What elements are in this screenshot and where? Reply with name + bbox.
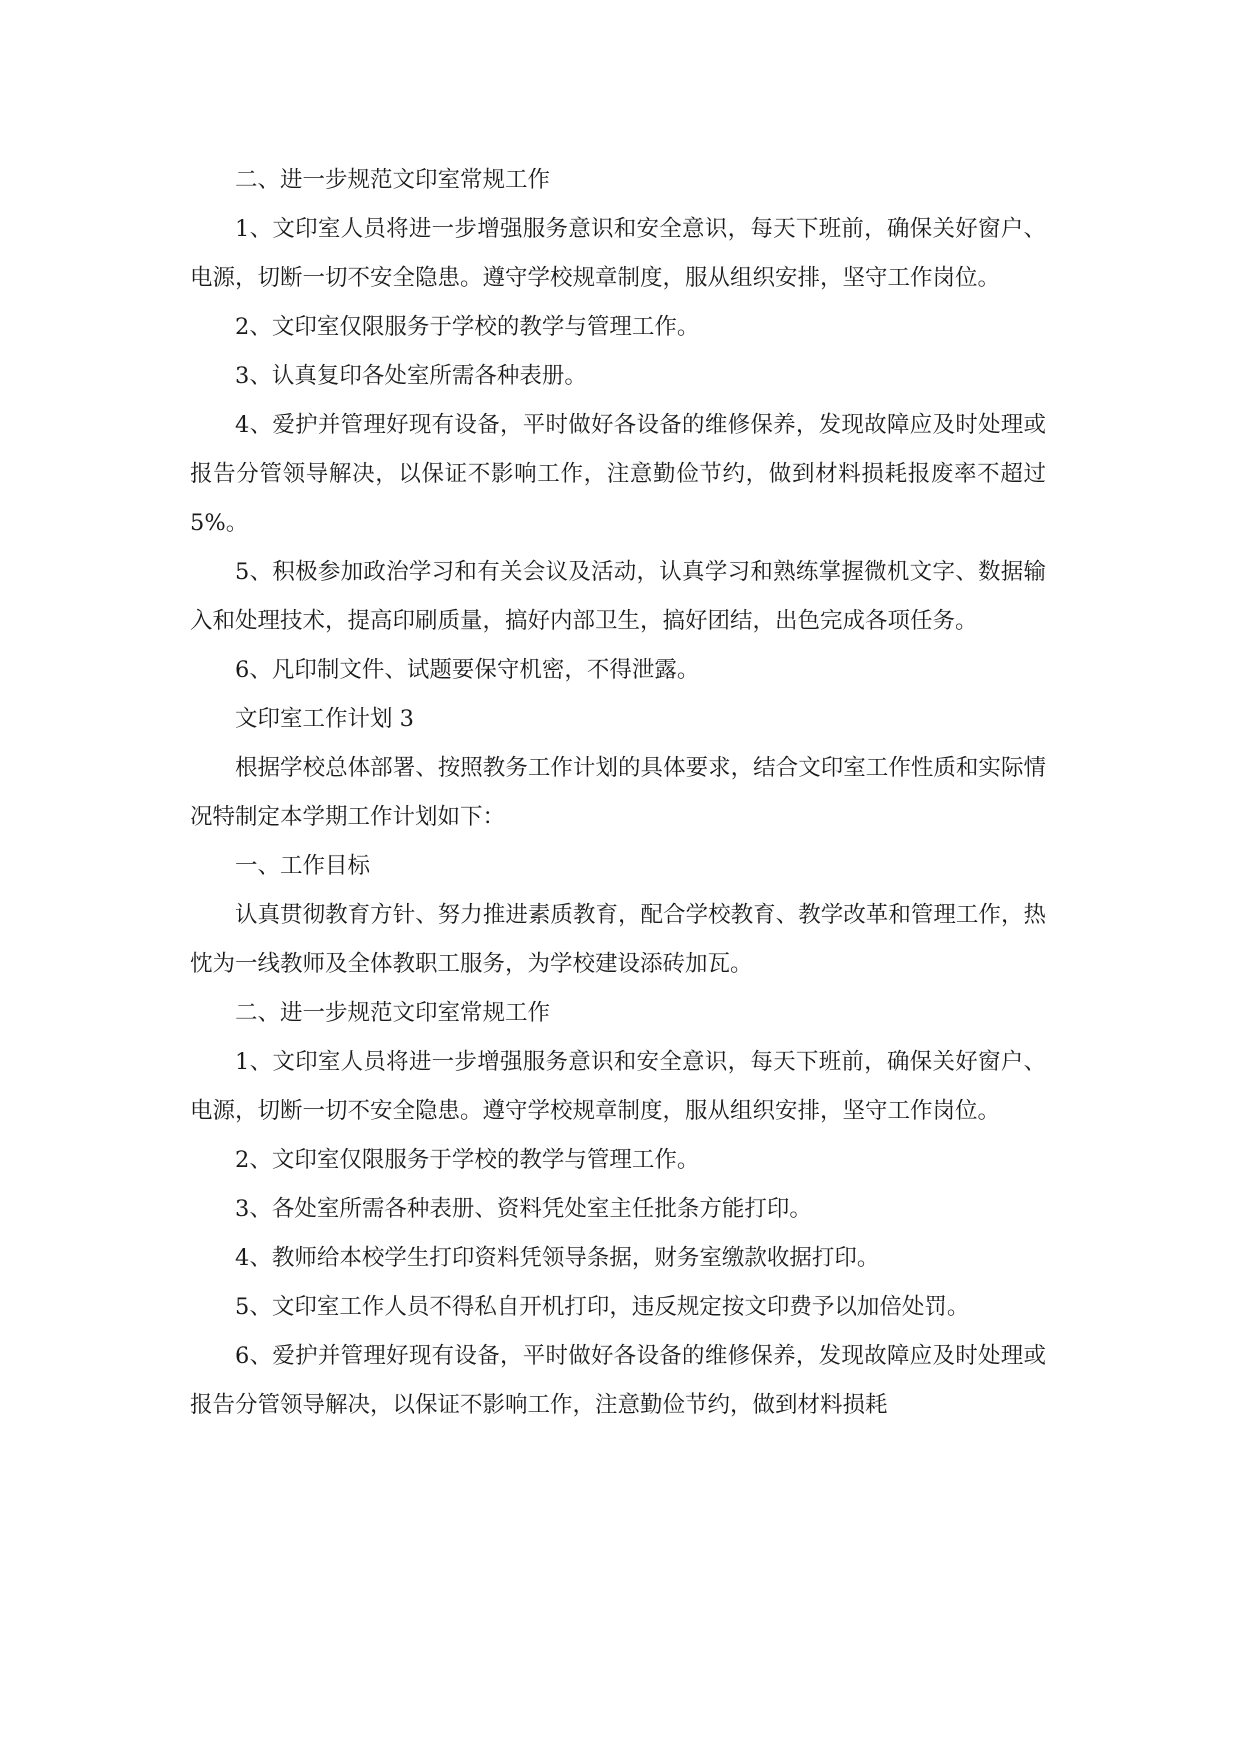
paragraph: 6、凡印制文件、试题要保守机密，不得泄露。 <box>235 657 700 683</box>
paragraph: 4、教师给本校学生打印资料凭领导条据，财务室缴款收据打印。 <box>235 1245 880 1271</box>
paragraph: 5、积极参加政治学习和有关会议及活动，认真学习和熟练掌握微机文字、数据输入和处理技术，提高印刷质量，搞好内部卫生，搞好团结，出色完成各项任务。 <box>190 559 1046 634</box>
paragraph: 2、文印室仅限服务于学校的教学与管理工作。 <box>235 1147 700 1173</box>
paragraph: 5、文印室工作人员不得私自开机打印，违反规定按文印费予以加倍处罚。 <box>235 1294 970 1320</box>
paragraph: 2、文印室仅限服务于学校的教学与管理工作。 <box>235 314 700 340</box>
paragraph: 1、文印室人员将进一步增强服务意识和安全意识，每天下班前，确保关好窗户、电源，切断一切不安全隐患。遵守学校规章制度，服从组织安排，坚守工作岗位。 <box>190 1049 1046 1124</box>
section-heading: 一、工作目标 <box>235 853 371 879</box>
paragraph: 3、各处室所需各种表册、资料凭处室主任批条方能打印。 <box>235 1196 812 1222</box>
document-title: 文印室工作计划 3 <box>235 706 414 732</box>
paragraph: 根据学校总体部署、按照教务工作计划的具体要求，结合文印室工作性质和实际情况特制定本学期工作计划如下： <box>190 755 1046 830</box>
paragraph: 6、爱护并管理好现有设备，平时做好各设备的维修保养，发现故障应及时处理或报告分管领导解决，以保证不影响工作，注意勤俭节约，做到材料损耗 <box>190 1343 1046 1418</box>
section-heading: 二、进一步规范文印室常规工作 <box>235 167 551 193</box>
paragraph: 1、文印室人员将进一步增强服务意识和安全意识，每天下班前，确保关好窗户、电源，切断一切不安全隐患。遵守学校规章制度，服从组织安排，坚守工作岗位。 <box>190 216 1046 291</box>
paragraph: 4、爱护并管理好现有设备，平时做好各设备的维修保养，发现故障应及时处理或报告分管领导解决，以保证不影响工作，注意勤俭节约，做到材料损耗报废率不超过 5%。 <box>190 412 1046 536</box>
section-heading: 二、进一步规范文印室常规工作 <box>235 1000 551 1026</box>
paragraph: 认真贯彻教育方针、努力推进素质教育，配合学校教育、教学改革和管理工作，热忱为一线教师及全体教职工服务，为学校建设添砖加瓦。 <box>190 902 1046 977</box>
document-page <box>190 156 1046 1430</box>
paragraph: 3、认真复印各处室所需各种表册。 <box>235 363 587 389</box>
